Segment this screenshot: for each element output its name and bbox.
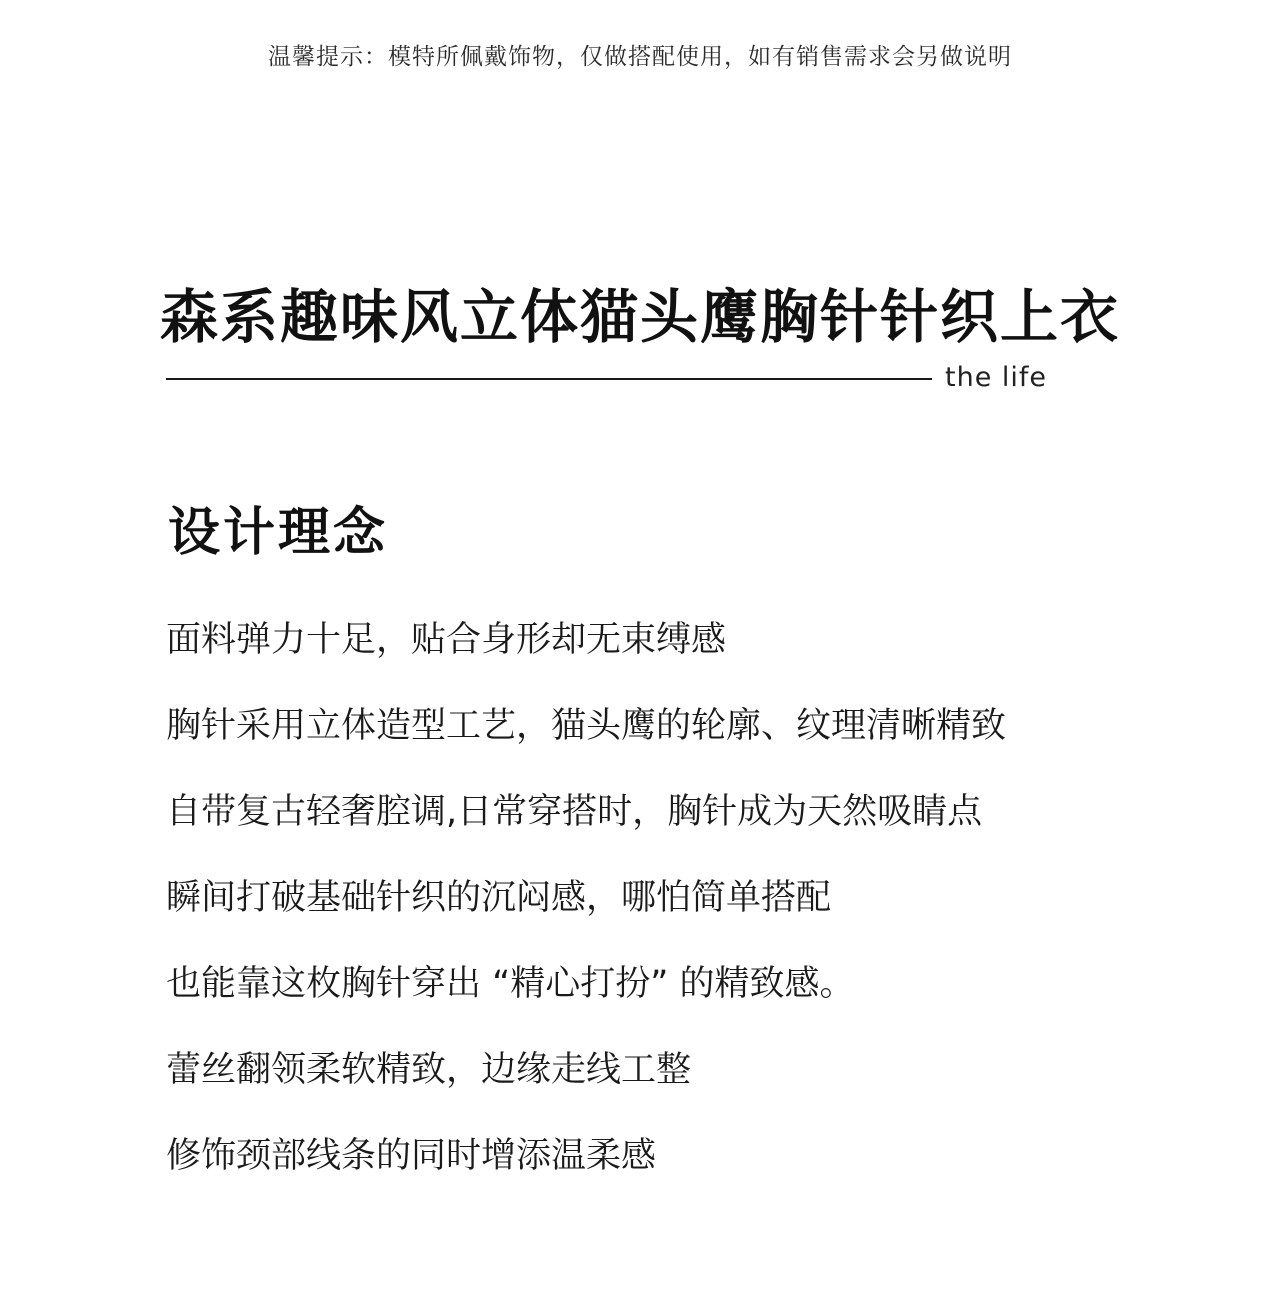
subtitle: the life	[945, 362, 1048, 393]
design-concept-line: 面料弹力十足，贴合身形却无束缚感	[166, 620, 727, 660]
title-divider	[166, 378, 932, 380]
design-concept-line: 蕾丝翻领柔软精致，边缘走线工整	[166, 1050, 692, 1090]
design-concept-line: 胸针采用立体造型工艺，猫头鹰的轮廓、纹理清晰精致	[166, 706, 1007, 746]
notice-text: 温馨提示：模特所佩戴饰物，仅做搭配使用，如有销售需求会另做说明	[268, 44, 1012, 70]
design-concept-line: 修饰颈部线条的同时增添温柔感	[166, 1136, 657, 1176]
design-concept-list	[166, 614, 1006, 1216]
design-concept-line: 自带复古轻奢腔调,日常穿搭时，胸针成为天然吸睛点	[166, 792, 983, 832]
section-heading: 设计理念	[168, 503, 389, 563]
page-title: 森系趣味风立体猫头鹰胸针针织上衣	[159, 283, 1120, 351]
design-concept-line: 瞬间打破基础针织的沉闷感，哪怕简单搭配	[166, 878, 832, 918]
design-concept-line: 也能靠这枚胸针穿出 “精心打扮” 的精致感。	[166, 964, 855, 1004]
